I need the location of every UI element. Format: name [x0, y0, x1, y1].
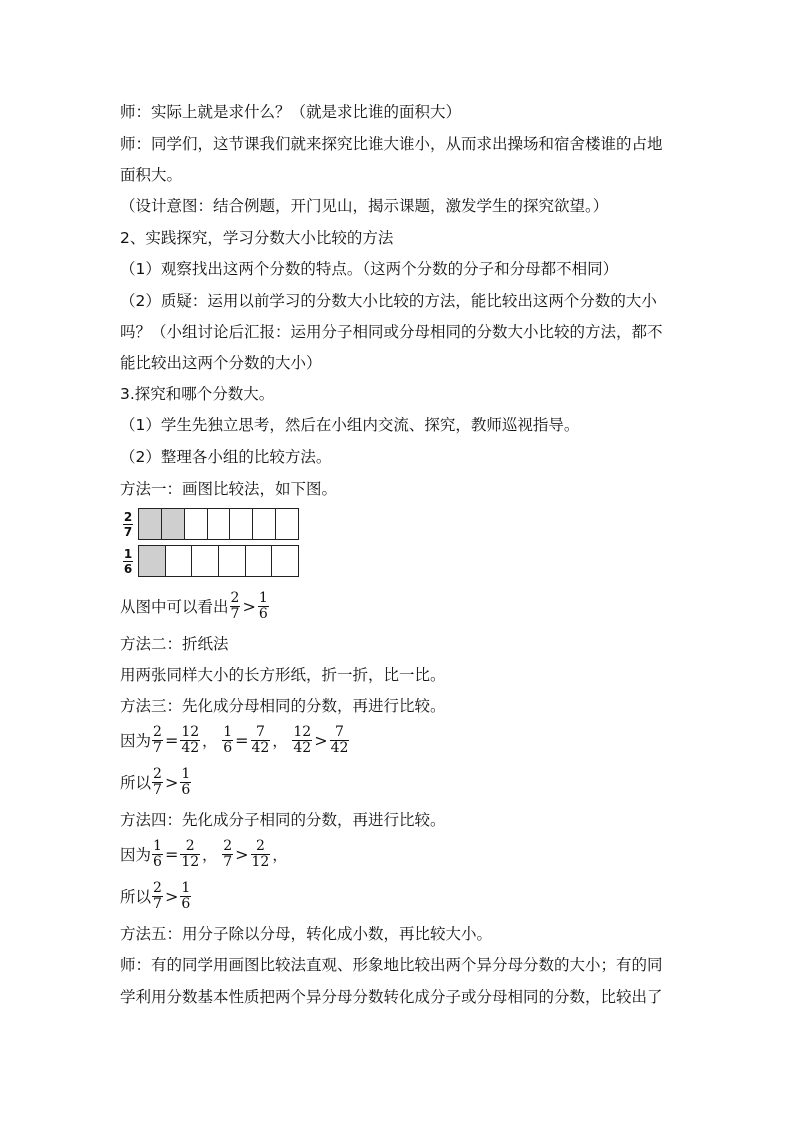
math-line	[120, 832, 291, 876]
fraction: $\frac{1}{6}$	[181, 765, 191, 798]
operator: >	[242, 596, 256, 616]
shaded-cell	[139, 509, 162, 539]
fraction: $\frac{12}{42}$	[293, 723, 312, 756]
text-line: 方法五：用分子除以分母，转化成小数，再比较大小。	[120, 925, 493, 943]
text-line: 学利用分数基本性质把两个异分母分数转化成分子或分母相同的分数，比较出了	[120, 988, 663, 1006]
operator: >	[164, 886, 179, 906]
fraction-label	[118, 548, 138, 575]
math-line	[120, 874, 192, 918]
math-line	[120, 718, 350, 762]
text-line: 吗？（小组讨论后汇报：运用分子相同或分母相同的分数大小比较的方法，都不	[120, 323, 663, 341]
empty-cell	[208, 509, 231, 539]
text-line: 方法四：先化成分子相同的分数，再进行比较。	[120, 811, 446, 829]
fraction: $\frac{1}{6}$	[223, 723, 233, 756]
fraction: $\frac{2}{12}$	[181, 837, 200, 870]
text-line: 用两张同样大小的长方形纸，折一折，比一比。	[120, 666, 446, 684]
section-heading: 2、实践探究，学习分数大小比较的方法	[120, 229, 394, 247]
operator: >	[235, 844, 249, 864]
text-line: 方法二：折纸法	[120, 635, 229, 653]
text: 所以	[120, 888, 152, 906]
separator: ，	[202, 731, 218, 750]
fraction-bar-row	[118, 545, 299, 577]
text: 因为	[120, 732, 152, 750]
separator: ，	[272, 731, 288, 750]
operator: =	[235, 730, 249, 750]
fraction: $\frac{12}{42}$	[181, 723, 200, 756]
empty-cell	[185, 509, 208, 539]
operator: >	[314, 730, 328, 750]
denominator: 6	[123, 561, 133, 576]
section-heading: 3.探究和哪个分数大。	[120, 385, 275, 403]
numerator: 1	[123, 546, 133, 561]
fraction: $\frac{1}{6}$	[181, 879, 191, 912]
text-line: （2）质疑：运用以前学习的分数大小比较的方法，能比较出这两个分数的大小	[120, 292, 657, 310]
shaded-cell	[162, 509, 185, 539]
fraction: $\frac{2}{12}$	[251, 837, 270, 870]
empty-cell	[253, 509, 276, 539]
text: 所以	[120, 774, 152, 792]
math-line	[120, 584, 270, 628]
operator: =	[164, 730, 179, 750]
separator: ，	[202, 845, 218, 864]
text-line: 方法一：画图比较法，如下图。	[120, 480, 338, 498]
separator: ，	[272, 845, 288, 864]
fraction: $\frac{2}{7}$	[153, 723, 162, 756]
text-line: 师：有的同学用画图比较法直观、形象地比较出两个异分母分数的大小；有的同	[120, 956, 663, 974]
text-line: 能比较出这两个分数的大小）	[120, 354, 322, 372]
shaded-cell	[139, 546, 166, 576]
fraction: $\frac{1}{6}$	[153, 837, 162, 870]
text-line: 师：实际上就是求什么？（就是求比谁的面积大）	[120, 103, 462, 121]
empty-cell	[192, 546, 219, 576]
math-line	[120, 760, 192, 804]
operator: =	[164, 844, 179, 864]
text-line: 师：同学们，这节课我们就来探究比谁大谁小，从而求出操场和宿舍楼谁的占地	[120, 135, 663, 153]
fraction: $\frac{7}{42}$	[251, 723, 270, 756]
fraction: $\frac{7}{42}$	[330, 723, 349, 756]
empty-cell	[246, 546, 273, 576]
fraction-label	[118, 511, 138, 538]
fraction-bar	[138, 545, 299, 577]
text-line: 方法三：先化成分母相同的分数，再进行比较。	[120, 697, 446, 715]
text-line: （1）观察找出这两个分数的特点。（这两个分数的分子和分母都不相同）	[120, 260, 619, 278]
text-line: （设计意图：结合例题，开门见山，揭示课题，激发学生的探究欲望。）	[120, 197, 609, 215]
fraction-bar	[138, 508, 299, 540]
empty-cell	[230, 509, 253, 539]
denominator: 7	[123, 524, 133, 539]
text-line: （1）学生先独立思考，然后在小组内交流、探究，教师巡视指导。	[120, 416, 580, 434]
text-line: 面积大。	[120, 166, 183, 184]
empty-cell	[272, 546, 298, 576]
fraction-bar-row	[118, 508, 299, 540]
fraction: $\frac{2}{7}$	[223, 837, 233, 870]
empty-cell	[219, 546, 246, 576]
text-line: （2）整理各小组的比较方法。	[120, 448, 332, 466]
fraction: $\frac{2}{7}$	[153, 765, 162, 798]
empty-cell	[276, 509, 298, 539]
operator: >	[164, 772, 179, 792]
text: 因为	[120, 846, 152, 864]
fraction: $\frac{2}{7}$	[153, 879, 162, 912]
fraction: $\frac{1}{6}$	[258, 589, 268, 622]
empty-cell	[166, 546, 193, 576]
fraction: $\frac{2}{7}$	[230, 589, 240, 622]
text: 从图中可以看出	[120, 598, 229, 616]
numerator: 2	[123, 509, 133, 524]
